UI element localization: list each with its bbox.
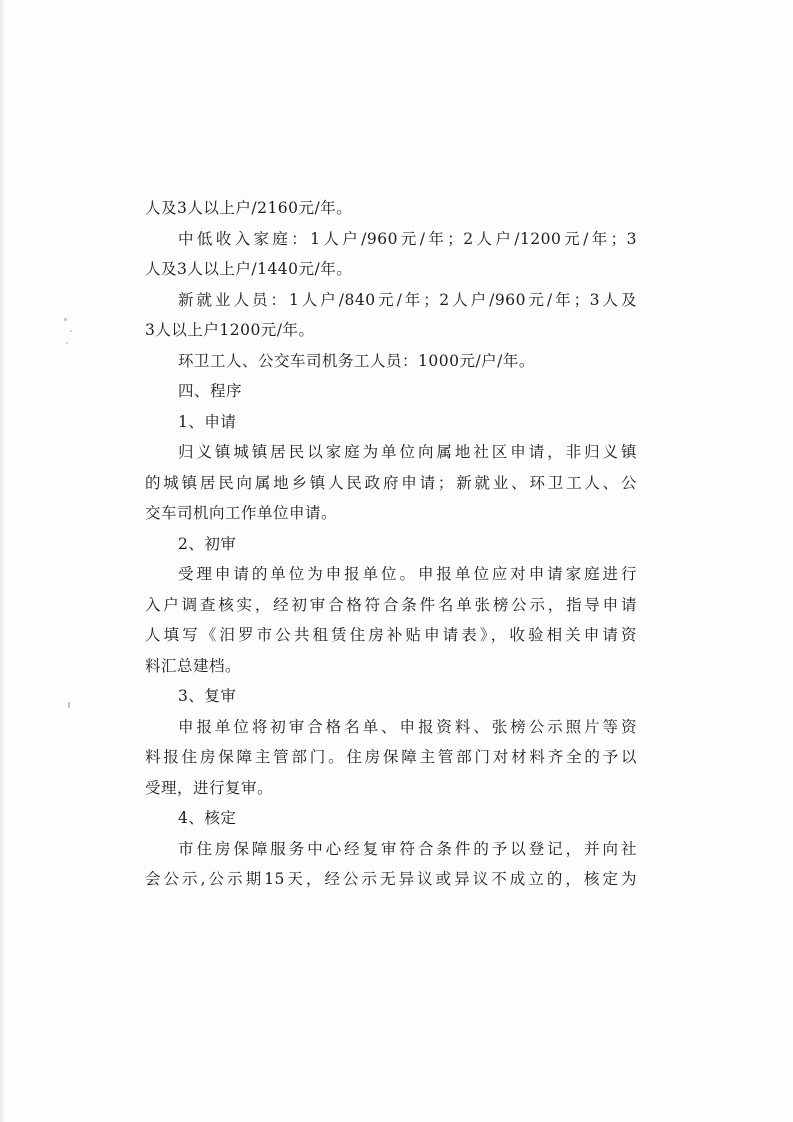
scan-speck	[64, 318, 67, 321]
text-line-10: 的城镇居民向属地乡镇人民政府申请；新就业、环卫工人、公	[145, 473, 637, 492]
text-line-22: 市住房保障服务中心经复审符合条件的予以登记，并向社	[178, 839, 637, 858]
text-line-4: 新就业人员：1人户/840元/年；2人户/960元/年；3人及	[178, 290, 637, 309]
scan-speck	[66, 342, 68, 344]
subheading-approval: 4、核定	[178, 809, 237, 827]
text-line-2: 中低收入家庭：1人户/960元/年；2人户/1200元/年；3	[178, 229, 637, 248]
text-line-16: 料汇总建档。	[145, 656, 242, 675]
text-line-18: 申报单位将初审合格名单、申报资料、张榜公示照片等资	[178, 717, 637, 736]
subheading-application: 1、申请	[178, 412, 237, 431]
text-line-13: 受理申请的单位为申报单位。申报单位应对申请家庭进行	[178, 565, 637, 583]
subheading-initial-review: 2、初审	[178, 534, 237, 553]
text-line-14: 入户调查核实，经初审合格符合条件名单张榜公示，指导申请	[145, 595, 637, 614]
text-line-3: 人及3人以上户/1440元/年。	[145, 260, 353, 278]
scan-speck	[70, 330, 72, 332]
text-line-15: 人填写《汨罗市公共租赁住房补贴申请表》，收验相关申请资	[145, 626, 637, 644]
text-line-1: 人及3人以上户/2160元/年。	[145, 199, 353, 217]
scan-edge-shadow	[0, 0, 6, 1122]
text-line-20: 受理，进行复审。	[145, 778, 274, 797]
text-line-6: 环卫工人、公交车司机务工人员：1000元/户/年。	[178, 351, 535, 370]
text-line-9: 归义镇城镇居民以家庭为单位向属地社区申请，非归义镇	[178, 443, 637, 461]
section-heading-procedure: 四、程序	[178, 382, 243, 400]
document-body	[145, 193, 645, 895]
scan-speck	[68, 702, 70, 708]
text-line-19: 料报住房保障主管部门。住房保障主管部门对材料齐全的予以	[145, 748, 637, 766]
text-line-5: 3人以上户1200元/年。	[145, 321, 315, 339]
subheading-second-review: 3、复审	[178, 687, 237, 705]
text-line-11: 交车司机向工作单位申请。	[145, 504, 338, 522]
text-line-23: 会公示,公示期15天，经公示无异议或异议不成立的，核定为	[145, 870, 637, 888]
